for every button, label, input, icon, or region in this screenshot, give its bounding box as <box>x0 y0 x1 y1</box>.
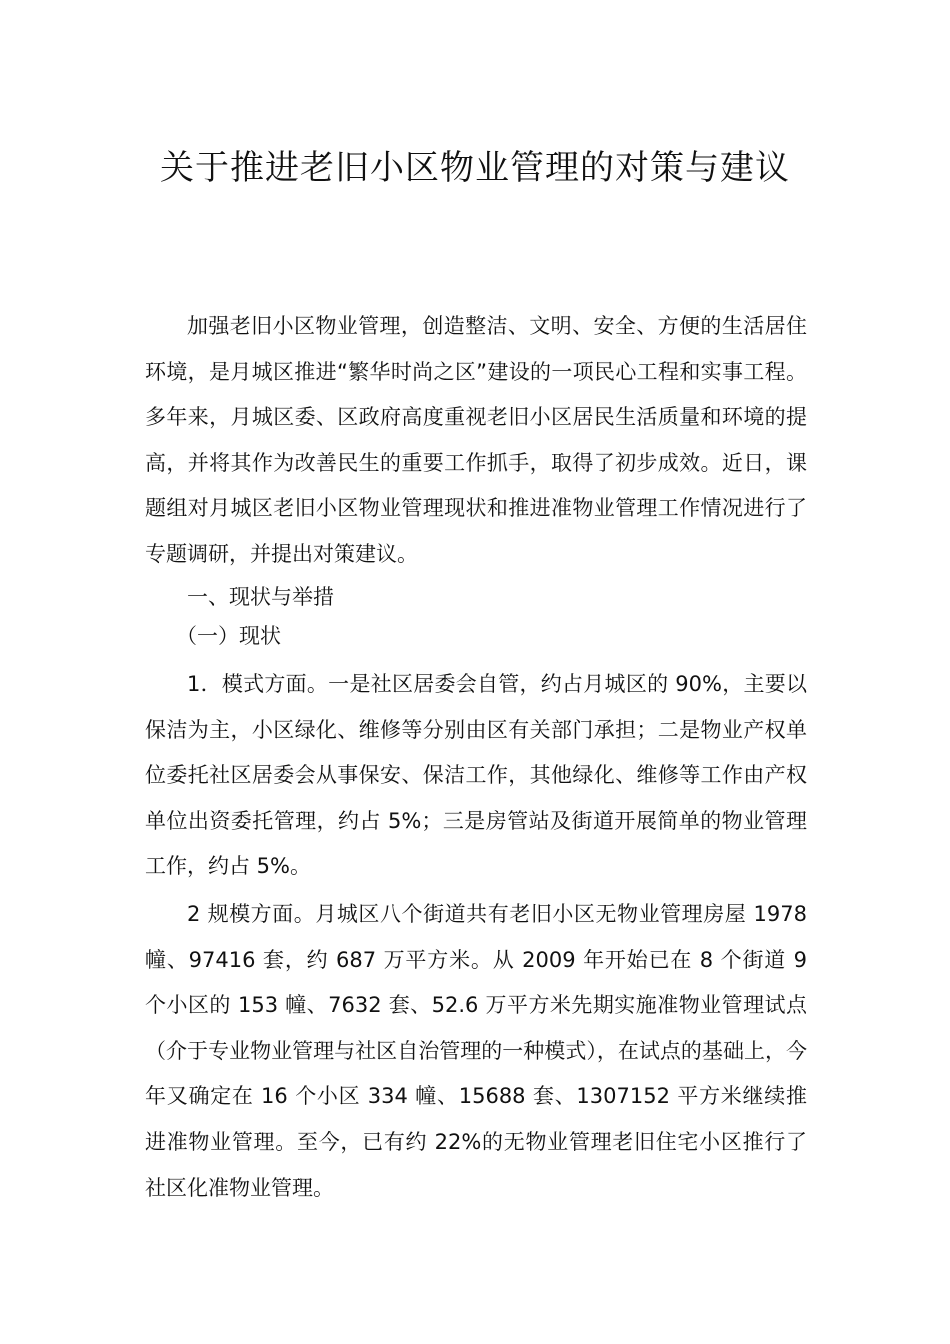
section-heading: 一、现状与举措 <box>187 585 334 609</box>
paragraph-mode: 1．模式方面。一是社区居委会自管，约占月城区的 90%，主要以保洁为主，小区绿化、维修等分别由区有关部门承担；二是物业产权单位委托社区居委会从事保安、保洁工作，其他绿化、维修等工作由产权单位出资委托管理，约占 5%；三是房管站及街道开展简单的物业管理工作，约占 5%。 <box>145 672 807 879</box>
intro-paragraph: 加强老旧小区物业管理，创造整洁、文明、安全、方便的生活居住环境，是月城区推进“繁华时尚之区”建设的一项民心工程和实事工程。多年来，月城区委、区政府高度重视老旧小区居民生活质量和环境的提高，并将其作为改善民生的重要工作抓手，取得了初步成效。近日，课题组对月城区老旧小区物业管理现状和推进准物业管理工作情况进行了专题调研，并提出对策建议。 <box>145 314 807 566</box>
paragraph-scale: 2 规模方面。月城区八个街道共有老旧小区无物业管理房屋 1978 幢、97416 套，约 687 万平方米。从 2009 年开始已在 8 个街道 9 个小区的 153 幢、7632 套、52.6 万平方米先期实施准物业管理试点（介于专业物业管理与社区自治管理的一种模式），在试点的基础上，今年又确定在 16 个小区 334 幢、15688 套、1307152 平方米继续推进准物业管理。至今，已有约 22%的无物业管理老旧住宅小区推行了社区化准物业管理。 <box>145 902 807 1200</box>
subsection-heading: （一）现状 <box>176 624 281 648</box>
document-title: 关于推进老旧小区物业管理的对策与建议 <box>160 148 790 188</box>
